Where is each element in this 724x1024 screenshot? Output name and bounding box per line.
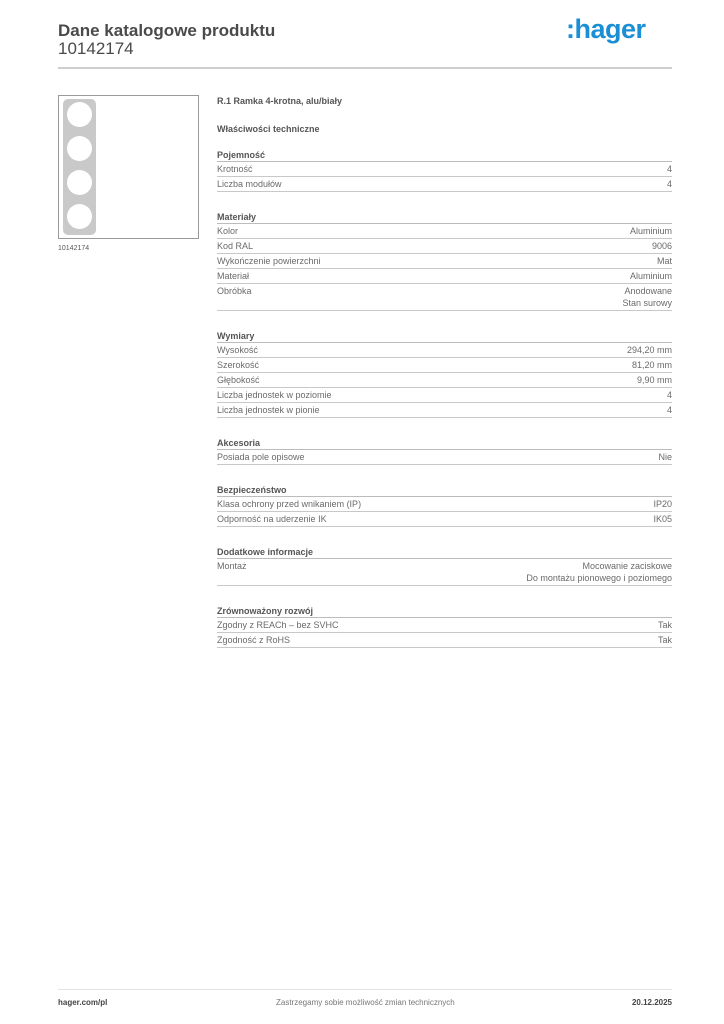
spec-section xyxy=(217,438,672,465)
section-title: Wymiary xyxy=(217,331,672,343)
spec-section xyxy=(217,150,672,192)
spec-value xyxy=(667,404,672,416)
spec-value xyxy=(658,619,672,631)
spec-value xyxy=(632,359,672,371)
spec-value-line: 4 xyxy=(666,390,672,400)
footer-disclaimer: Zastrzegamy sobie możliwość zmian technicznych xyxy=(276,998,455,1007)
page-title: Dane katalogowe produktu xyxy=(58,21,276,40)
spec-label: Odporność na uderzenie IK xyxy=(217,514,327,524)
socket-opening xyxy=(67,170,92,195)
spec-value-line: Anodowane xyxy=(624,286,672,296)
spec-value-line: IK05 xyxy=(653,514,672,524)
socket-opening xyxy=(67,102,92,127)
section-title: Akcesoria xyxy=(217,438,672,450)
spec-row xyxy=(217,224,672,239)
spec-value-line: 4 xyxy=(666,179,672,189)
spec-row xyxy=(217,450,672,465)
spec-value xyxy=(622,285,672,309)
spec-value xyxy=(630,270,672,282)
spec-section xyxy=(217,331,672,418)
spec-row xyxy=(217,284,672,311)
spec-value-line: 81,20 mm xyxy=(631,360,672,370)
spec-value-line: 294,20 mm xyxy=(626,345,672,355)
spec-value xyxy=(657,255,672,267)
socket-opening xyxy=(67,204,92,229)
spec-label: Zgodność z RoHS xyxy=(217,635,291,645)
section-title: Dodatkowe informacje xyxy=(217,547,672,559)
spec-value xyxy=(667,163,672,175)
section-title: Pojemność xyxy=(217,150,672,162)
spec-label: Liczba jednostek w poziomie xyxy=(217,390,332,400)
spec-label: Zgodny z REACh – bez SVHC xyxy=(217,620,339,630)
spec-label: Kolor xyxy=(217,226,239,236)
spec-value-line: Tak xyxy=(657,620,672,630)
image-caption: 10142174 xyxy=(58,245,90,252)
spec-value-line: Tak xyxy=(657,635,672,645)
spec-row xyxy=(217,177,672,192)
spec-value-line: 9,90 mm xyxy=(636,375,672,385)
section-gap xyxy=(217,586,672,603)
frame-illustration xyxy=(63,99,96,235)
product-image xyxy=(58,95,199,239)
spec-row xyxy=(217,403,672,418)
spec-section xyxy=(217,485,672,527)
spec-row xyxy=(217,358,672,373)
section-gap xyxy=(217,311,672,328)
section-gap xyxy=(217,527,672,544)
spec-value-line: Mocowanie zaciskowe xyxy=(582,561,672,571)
spec-value-line: 4 xyxy=(666,405,672,415)
spec-label: Szerokość xyxy=(217,360,260,370)
spec-row xyxy=(217,512,672,527)
spec-label: Posiada pole opisowe xyxy=(217,452,305,462)
spec-row xyxy=(217,497,672,512)
spec-label: Obróbka xyxy=(217,286,252,296)
spec-row xyxy=(217,239,672,254)
spec-value xyxy=(653,513,672,525)
spec-value xyxy=(658,634,672,646)
spec-row xyxy=(217,633,672,648)
spec-value-line: Aluminium xyxy=(629,226,672,236)
spec-label: Krotność xyxy=(217,164,253,174)
spec-label: Wysokość xyxy=(217,345,258,355)
spec-section xyxy=(217,547,672,586)
section-title: Zrównoważony rozwój xyxy=(217,606,672,618)
footer-date: 20.12.2025 xyxy=(631,998,672,1007)
footer-website[interactable]: hager.com/pl xyxy=(58,998,108,1007)
spec-value-line: IP20 xyxy=(653,499,672,509)
spec-label: Montaż xyxy=(217,561,247,571)
spec-section xyxy=(217,212,672,311)
hager-logo: :hager xyxy=(566,14,646,44)
spec-value-line: Mat xyxy=(656,256,672,266)
spec-value-line: Aluminium xyxy=(629,271,672,281)
spec-label: Klasa ochrony przed wnikaniem (IP) xyxy=(217,499,362,509)
product-name: R.1 Ramka 4-krotna, alu/biały xyxy=(217,96,343,106)
spec-value xyxy=(627,344,672,356)
spec-row xyxy=(217,388,672,403)
spec-value xyxy=(667,389,672,401)
spec-value xyxy=(526,560,672,584)
spec-label: Materiał xyxy=(217,271,250,281)
spec-value xyxy=(658,451,672,463)
spec-column xyxy=(217,96,672,648)
spec-value xyxy=(653,498,672,510)
section-gap xyxy=(217,465,672,482)
properties-title: Właściwości techniczne xyxy=(217,124,320,134)
footer-divider xyxy=(58,989,672,990)
section-gap xyxy=(217,192,672,209)
section-title: Materiały xyxy=(217,212,672,224)
section-title: Bezpieczeństwo xyxy=(217,485,672,497)
spec-label: Kod RAL xyxy=(217,241,254,251)
spec-section xyxy=(217,606,672,648)
spec-value-line: 9006 xyxy=(651,241,672,251)
spec-row xyxy=(217,559,672,586)
spec-value xyxy=(652,240,672,252)
section-gap xyxy=(217,418,672,435)
spec-value-line: Nie xyxy=(658,452,672,462)
spec-label: Liczba modułów xyxy=(217,179,282,189)
spec-row xyxy=(217,618,672,633)
product-number: 10142174 xyxy=(58,39,134,58)
spec-row xyxy=(217,254,672,269)
spec-value xyxy=(637,374,672,386)
spec-label: Wykończenie powierzchni xyxy=(217,256,321,266)
spec-value xyxy=(630,225,672,237)
spec-sections xyxy=(217,150,672,648)
spec-row xyxy=(217,269,672,284)
spec-row xyxy=(217,373,672,388)
header-divider xyxy=(58,67,672,69)
spec-value-line: Do montażu pionowego i poziomego xyxy=(526,573,672,583)
spec-row xyxy=(217,162,672,177)
spec-value-line: 4 xyxy=(666,164,672,174)
spec-value xyxy=(667,178,672,190)
spec-label: Głębokość xyxy=(217,375,260,385)
socket-opening xyxy=(67,136,92,161)
spec-row xyxy=(217,343,672,358)
spec-label: Liczba jednostek w pionie xyxy=(217,405,320,415)
spec-value-line: Stan surowy xyxy=(622,298,672,308)
